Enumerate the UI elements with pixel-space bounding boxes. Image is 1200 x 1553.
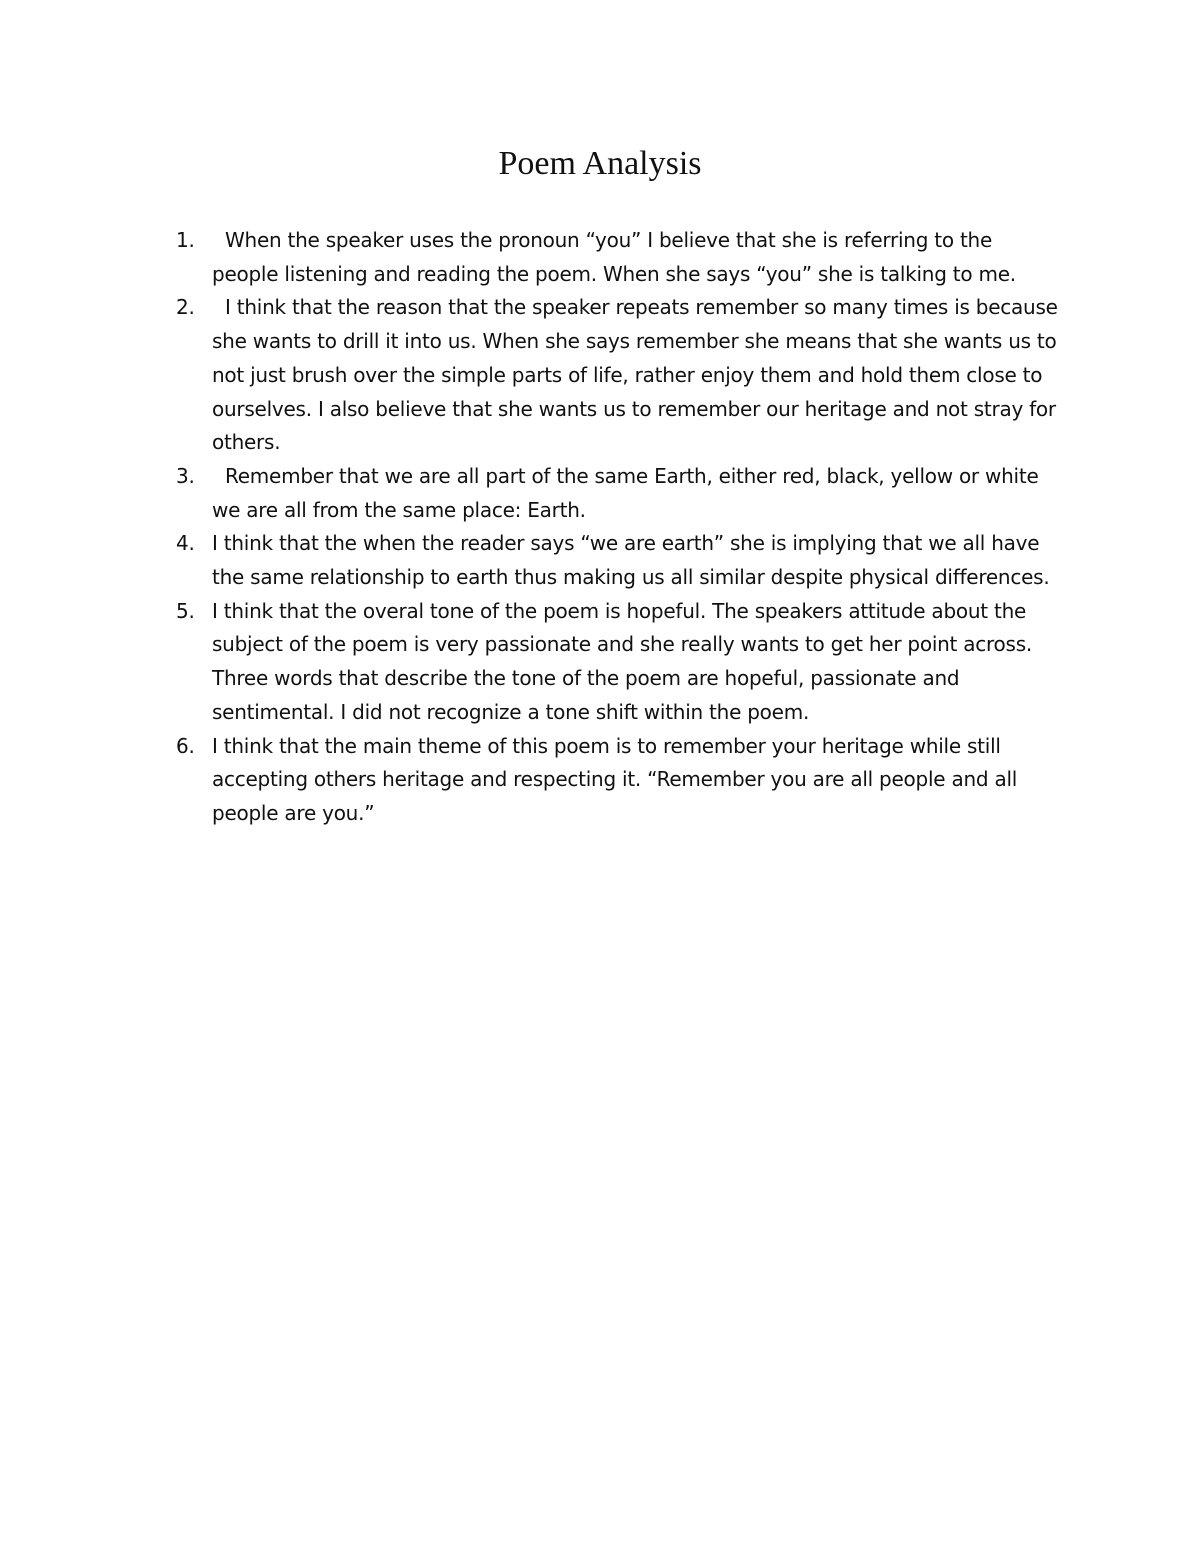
list-item-text: I think that the overal tone of the poem is hopeful. The speakers attitude about the subject of the poem is very passionate and she really wants to get her point across. Three words that describe the tone of the poem are hopeful, passionate and sentimental. I did not recognize a tone shift within the poem.: [212, 598, 1032, 724]
list-item-4: [0, 527, 1062, 594]
page-title: Poem Analysis: [498, 145, 702, 182]
list-item-5: [0, 595, 1062, 730]
list-item-6: [0, 730, 1062, 831]
list-item-text: I think that the when the reader says “we are earth” she is implying that we all have the same relationship to earth thus making us all similar despite physical differences.: [212, 531, 1050, 590]
list-item-number: 2.: [176, 295, 195, 320]
list-item-number: 5.: [176, 598, 195, 623]
list-item-text: When the speaker uses the pronoun “you” I believe that she is referring to the people listening and reading the poem. When she says “you” she is talking to me.: [212, 228, 1016, 286]
list-item-number: 1.: [176, 228, 195, 252]
list-item-3: [0, 460, 1062, 527]
list-item-text: I think that the reason that the speaker repeats remember so many times is because she wants to drill it into us. When she says remember she means that she wants us to not just brush over the simple parts of life, rather enjoy them and hold them close to ourselves. I also believe that she wants us to remember our heritage and not stray for others.: [212, 295, 1058, 455]
list-item-number: 6.: [176, 733, 195, 758]
list-item-number: 4.: [176, 531, 195, 556]
list-item-text: I think that the main theme of this poem is to remember your heritage while still accepting others heritage and respecting it. “Remember you are all people and all people are you.”: [212, 733, 1018, 825]
list-item-number: 3.: [176, 463, 195, 488]
answer-list: [0, 224, 1200, 831]
list-item-2: [0, 291, 1062, 460]
list-item-text: Remember that we are all part of the same Earth, either red, black, yellow or white we are all from the same place: Earth.: [212, 463, 1039, 522]
list-item-1: [0, 224, 1062, 291]
